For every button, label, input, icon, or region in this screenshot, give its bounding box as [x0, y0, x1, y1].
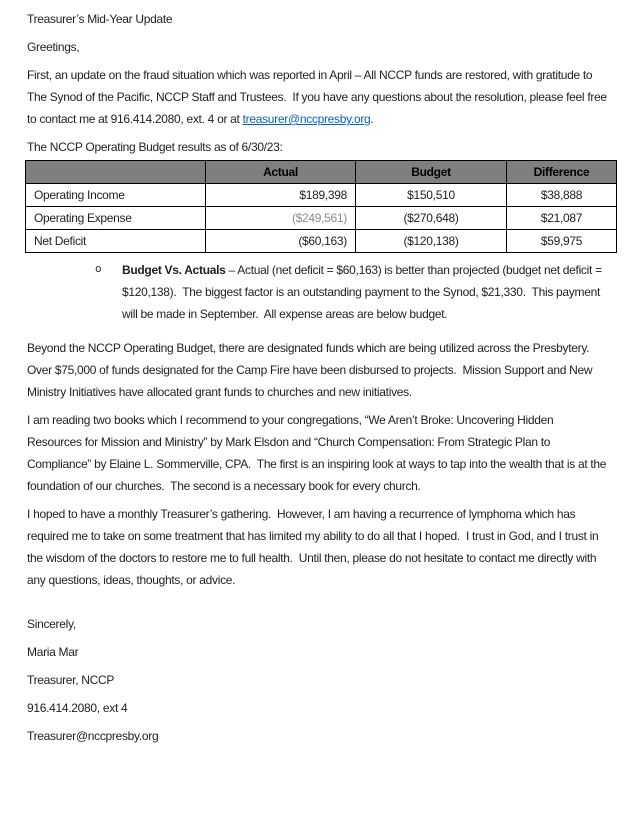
budget-value: $150,510 — [356, 184, 507, 207]
table-header-row — [26, 161, 617, 184]
difference-value: $21,087 — [507, 207, 617, 230]
signature-email: Treasurer@nccpresby.org — [27, 729, 159, 743]
budget-table-intro: The NCCP Operating Budget results as of 6/30/23: — [27, 140, 283, 154]
difference-value: $38,888 — [507, 184, 617, 207]
budget-table — [25, 160, 617, 253]
intro-paragraph — [27, 64, 610, 130]
row-label: Operating Income — [26, 184, 206, 207]
table-row-operating-income — [26, 184, 617, 207]
health-paragraph: I hoped to have a monthly Treasurer’s gathering. However, I am having a recurrence of lymphoma which has required me to take on some treatment that has limited my ability to do all that I hoped. I trust in God, and I trust in the wisdom of the doctors to restore me to full health. Until then, please do not hesitate to contact me directly with any questions, ideas, thoughts, or advice. — [27, 507, 602, 587]
header-cell-budget: Budget — [356, 161, 507, 184]
signature-closing: Sincerely, — [27, 617, 76, 631]
signature-name: Maria Mar — [27, 645, 79, 659]
signature-block — [27, 613, 610, 747]
designated-funds-paragraph: Beyond the NCCP Operating Budget, there are designated funds which are being utilized across the Presbytery. Over $75,000 of funds designated for the Camp Fire have been disbursed to projects. Mission Support and New Ministry Initiatives have allocated grant funds to churches and new initiatives. — [27, 341, 596, 399]
row-label: Net Deficit — [26, 230, 206, 253]
intro-text-after-link: . — [370, 112, 374, 126]
bullet-bold-label: Budget Vs. Actuals — [122, 263, 226, 277]
header-cell-actual: Actual — [206, 161, 356, 184]
bullet-marker-icon: o — [95, 264, 102, 276]
books-paragraph: I am reading two books which I recommend to your congregations, “We Aren’t Broke: Uncovering Hidden Resources for Mission and Ministry” by Mark Elsdon and “Church Compensation: From Strategic Plan to Compliance” by Elaine L. Sommerville, CPA. The first is an inspiring look at ways to tap into the wealth that is at the foundation of our churches. The second is a necessary book for every church. — [27, 413, 610, 493]
greeting-line: Greetings, — [27, 40, 80, 54]
bullet-text — [122, 259, 610, 325]
header-cell-difference: Difference — [507, 161, 617, 184]
bullet-body-text: – Actual (net deficit = $60,163) is better than projected (budget net deficit = $120,138). The biggest factor is an outstanding payment to the Synod, $21,330. This payment will be made in September. All expense areas are below budget. — [122, 263, 605, 321]
budget-value: ($120,138) — [356, 230, 507, 253]
row-label: Operating Expense — [26, 207, 206, 230]
treasurer-email-link[interactable]: treasurer@nccpresby.org — [242, 112, 371, 126]
table-row-net-deficit — [26, 230, 617, 253]
signature-phone: 916.414.2080, ext 4 — [27, 701, 128, 715]
budget-vs-actuals-bullet — [95, 259, 610, 331]
header-cell-blank — [26, 161, 206, 184]
intro-text-before-link: First, an update on the fraud situation which was reported in April – All NCCP funds are restored, with gratitude to The Synod of the Pacific, NCCP Staff and Trustees. If you have any questions about the resolution, please feel free to contact me at 916.414.2080, ext. 4 or at — [27, 68, 610, 126]
actual-value: ($60,163) — [206, 230, 356, 253]
actual-value: $189,398 — [206, 184, 356, 207]
actual-value: ($249,561) — [206, 207, 356, 230]
budget-value: ($270,648) — [356, 207, 507, 230]
table-row-operating-expense — [26, 207, 617, 230]
page-title: Treasurer’s Mid-Year Update — [27, 12, 173, 26]
difference-value: $59,975 — [507, 230, 617, 253]
signature-role: Treasurer, NCCP — [27, 673, 115, 687]
